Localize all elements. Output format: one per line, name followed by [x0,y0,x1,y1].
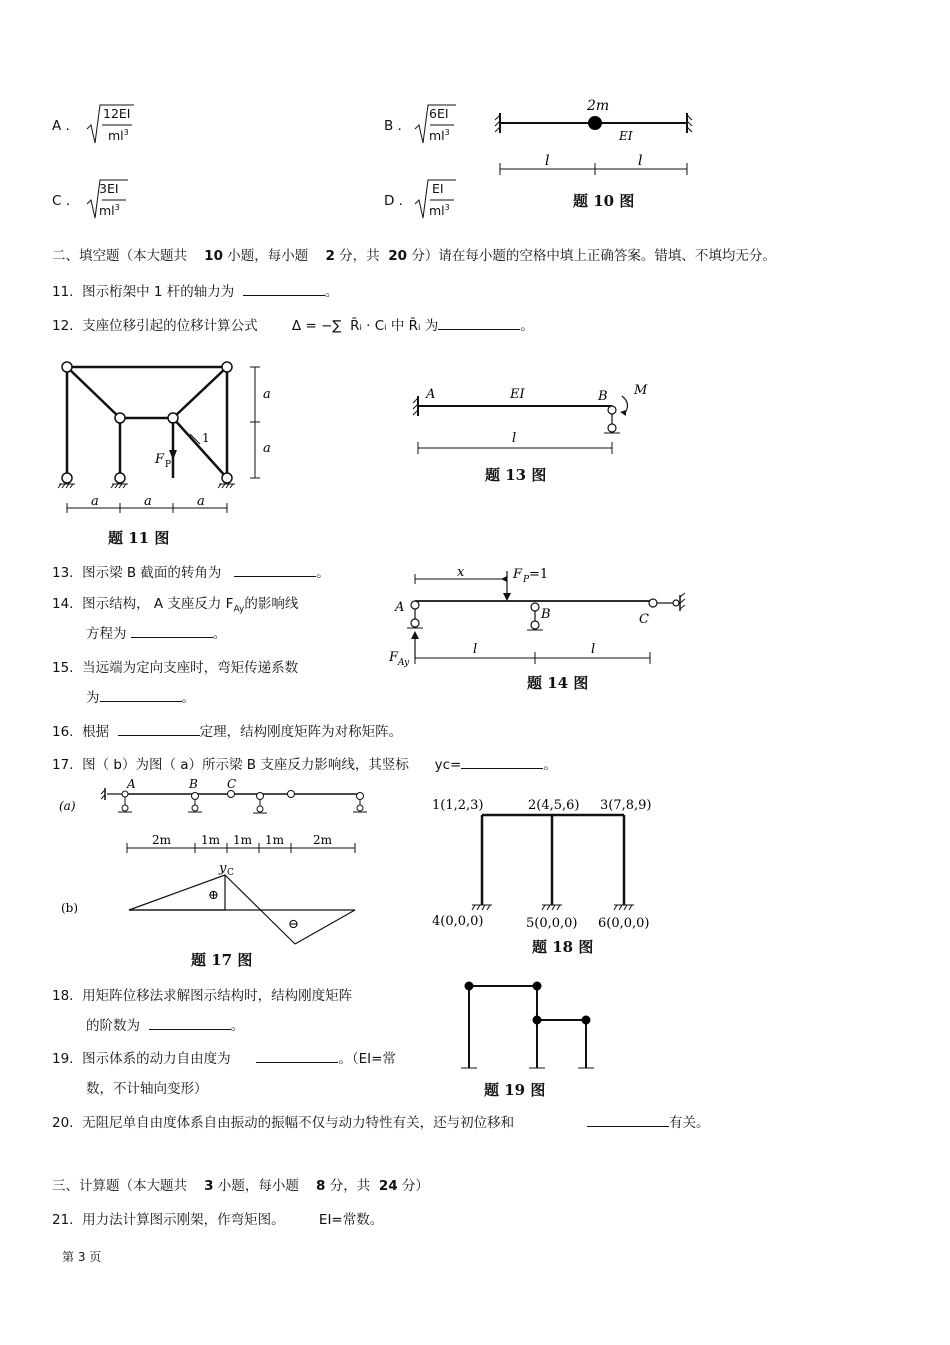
svg-text:6(0,0,0): 6(0,0,0) [598,916,650,931]
figure-14 [385,563,695,668]
page-number: 第 3 页 [62,1250,102,1264]
svg-text:=1: =1 [529,567,549,582]
svg-text:(b): (b) [61,901,79,915]
figure-13 [410,380,660,470]
option-c-formula: 3EI $ml^3$ [86,178,130,220]
section-3-heading: 三、计算题（本大题共 3 小题，每小题 8 分，共 24 分） [52,1178,429,1194]
svg-text:2m: 2m [313,833,333,847]
svg-text:M: M [634,383,648,398]
svg-text:3(7,8,9): 3(7,8,9) [600,798,652,813]
svg-text:(a): (a) [59,799,76,813]
svg-text:F: F [513,567,523,582]
svg-text:2m: 2m [152,833,172,847]
answer-blank-18[interactable] [149,1017,231,1030]
option-d-formula: EI $ml^3$ [414,178,458,220]
option-b-label: B . [384,118,402,134]
answer-blank-14[interactable] [131,625,213,638]
svg-text:l: l [545,153,550,169]
svg-text:P: P [523,575,530,585]
svg-text:C: C [639,612,649,627]
svg-text:l: l [591,642,596,657]
svg-text:B: B [541,607,551,622]
svg-text:a: a [263,441,271,456]
question-14-line2: 方程为 。 [86,626,227,642]
figure-10 [495,95,695,205]
question-12: 12. 支座位移引起的位移计算公式 Δ = −∑ R̄ᵢ · Cᵢ 中 R̄ᵢ 为 。 [52,318,534,334]
svg-text:1m: 1m [201,833,221,847]
svg-text:B: B [598,389,608,404]
question-11: 11. 图示桁架中 1 杆的轴力为 。 [52,284,339,300]
fig19-caption: 题 19 图 [484,1081,546,1099]
svg-text:C: C [227,868,234,878]
svg-text:a: a [144,494,152,509]
question-14: 14. 图示结构， A 支座反力 $F_{Ay}$的影响线 [52,596,299,615]
fig11-caption: 题 11 图 [108,529,170,547]
question-17: 17. 图（ b）为图（ a）所示梁 B 支座反力影响线，其竖标 yc= 。 [52,757,557,773]
option-a-formula: 12EI $ml^3$ [86,103,136,145]
answer-blank-13[interactable] [234,564,316,577]
svg-text:1m: 1m [265,833,285,847]
option-b-formula: 6EI $ml^3$ [414,103,458,145]
question-13: 13. 图示梁 B 截面的转角为 。 [52,565,330,581]
svg-text:5(0,0,0): 5(0,0,0) [526,916,578,931]
figure-19 [455,980,605,1075]
svg-text:1(1,2,3): 1(1,2,3) [432,798,484,813]
answer-blank-17[interactable] [461,756,543,769]
svg-text:x: x [457,565,465,580]
svg-text:EI: EI [510,387,525,402]
fig18-caption: 题 18 图 [532,938,594,956]
svg-text:F: F [389,650,399,665]
svg-text:a: a [91,494,99,509]
fig10-mass [588,116,602,130]
svg-text:l: l [473,642,478,657]
svg-text:B: B [189,777,198,791]
option-c-label: C . [52,193,71,209]
question-18: 18. 用矩阵位移法求解图示结构时，结构刚度矩阵 [52,988,353,1004]
svg-text:A: A [426,387,436,402]
question-21: 21. 用力法计算图示刚架，作弯矩图。 EI=常数。 [52,1212,384,1228]
fig10-mass-label: 2m [587,98,610,114]
svg-text:4(0,0,0): 4(0,0,0) [432,914,484,929]
option-d-label: D . [384,193,403,209]
fig13-caption: 题 13 图 [485,466,547,484]
fig17-caption: 题 17 图 [191,951,253,969]
question-16: 16. 根据 定理，结构刚度矩阵为对称矩阵。 [52,724,403,740]
svg-text:l: l [512,431,517,446]
question-20: 20. 无阻尼单自由度体系自由振动的振幅不仅与动力特性有关，还与初位移和 有关。 [52,1115,710,1131]
question-15-line2: 为 。 [86,690,195,706]
answer-blank-12[interactable] [438,317,520,330]
svg-text:1: 1 [202,431,210,445]
svg-text:⊕: ⊕ [208,888,219,903]
answer-blank-20[interactable] [587,1114,669,1127]
svg-text:Ay: Ay [398,658,410,668]
question-18-line2: 的阶数为 。 [86,1018,245,1034]
svg-text:a: a [263,387,271,402]
svg-text:2(4,5,6): 2(4,5,6) [528,798,580,813]
svg-text:y: y [219,861,227,876]
option-a-label: A . [52,118,70,134]
figure-17 [55,776,385,932]
question-19: 19. 图示体系的动力自由度为 。（EI=常 [52,1051,396,1067]
answer-blank-15[interactable] [100,689,182,702]
svg-text:EI: EI [619,129,633,143]
svg-text:A: A [395,600,405,615]
svg-text:⊖: ⊖ [288,917,299,932]
svg-text:A: A [127,777,136,791]
answer-blank-11[interactable] [243,283,325,296]
svg-text:1m: 1m [233,833,253,847]
figure-11 [55,360,285,520]
svg-text:l: l [638,153,643,169]
svg-text:C: C [227,777,237,791]
answer-blank-16[interactable] [118,723,200,736]
figure-18 [430,795,660,935]
question-15: 15. 当远端为定向支座时，弯矩传递系数 [52,660,299,676]
question-19-line2: 数，不计轴向变形） [86,1081,208,1097]
svg-text:F: F [155,452,165,467]
svg-text:a: a [197,494,205,509]
answer-blank-19[interactable] [256,1050,338,1063]
section-2-heading: 二、填空题（本大题共 10 小题，每小题 2 分，共 20 分）请在每小题的空格中填上正确答案。错填、不填均无分。 [52,248,776,264]
fig10-caption: 题 10 图 [573,192,635,210]
svg-text:P: P [165,460,172,470]
fig14-caption: 题 14 图 [527,674,589,692]
